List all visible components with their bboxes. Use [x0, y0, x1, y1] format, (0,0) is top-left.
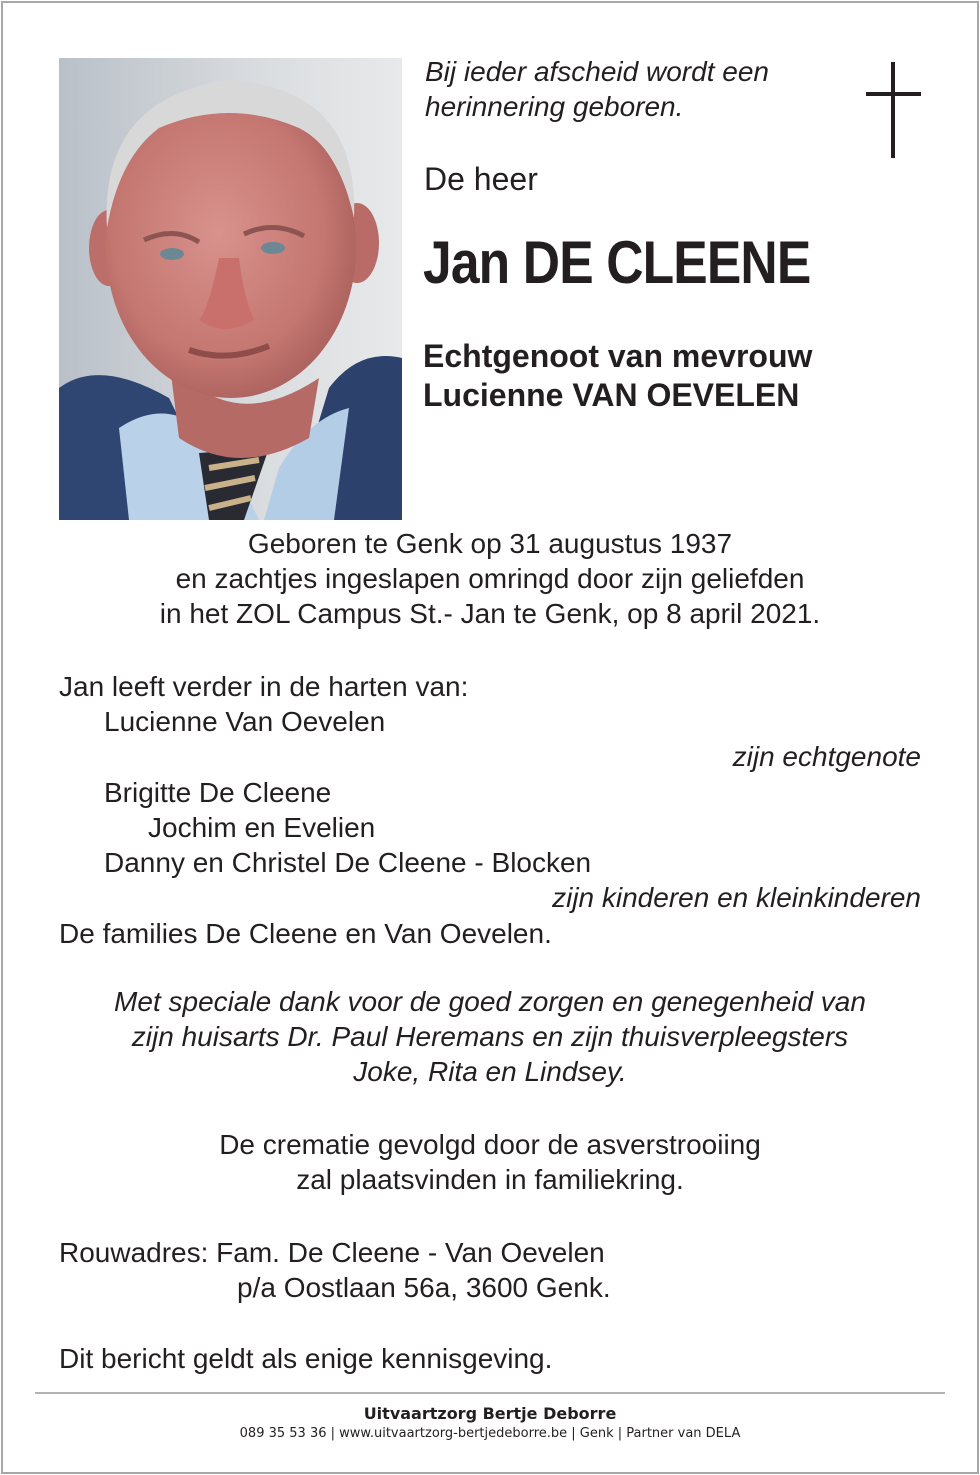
funeral-company: Uitvaartzorg Bertje Deborre — [363, 1404, 617, 1423]
survivor-spouse-name: Lucienne Van Oevelen — [104, 706, 386, 737]
mourning-address-street: p/a Oostlaan 56a, 3600 Genk. — [237, 1272, 611, 1303]
birth-line: in het ZOL Campus St.- Jan te Genk, op 8 april 2021. — [159, 598, 821, 629]
survivor-families: De families De Cleene en Van Oevelen. — [59, 918, 552, 949]
deceased-name: Jan DE CLEENE — [423, 229, 811, 296]
thanks-line: zijn huisarts Dr. Paul Heremans en zijn thuisverpleegsters — [131, 1021, 849, 1052]
thanks-note — [30, 984, 950, 1089]
spouse-line: Echtgenoot van mevrouw — [423, 338, 813, 374]
spouse-of — [423, 337, 812, 415]
notice: Dit bericht geldt als enige kennisgeving. — [59, 1343, 553, 1374]
funeral-company-info: 089 35 53 36 | www.uitvaartzorg-bertjedeborre.be | Genk | Partner van DELA — [239, 1426, 741, 1441]
cremation-line: De crematie gevolgd door de asverstrooiing — [219, 1129, 761, 1160]
birth-line: Geboren te Genk op 31 augustus 1937 — [247, 528, 733, 559]
thanks-line: Met speciale dank voor de goed zorgen en genegenheid van — [114, 986, 866, 1017]
cremation-line: zal plaatsvinden in familiekring. — [296, 1164, 684, 1195]
cremation-note — [30, 1127, 950, 1197]
thanks-line: Joke, Rita en Lindsey. — [353, 1056, 627, 1087]
birth-line: en zachtjes ingeslapen omringd door zijn geliefden — [175, 563, 805, 594]
mourning-address: Rouwadres: Fam. De Cleene - Van Oevelen — [59, 1237, 605, 1268]
cross-icon — [866, 62, 921, 158]
quote-line: herinnering geboren. — [425, 91, 684, 122]
survivors-intro: Jan leeft verder in de harten van: — [59, 671, 469, 702]
quote — [425, 54, 769, 124]
survivor-child: Brigitte De Cleene — [104, 777, 332, 808]
survivor-grandchildren: Jochim en Evelien — [148, 812, 376, 843]
footer-divider — [35, 1392, 945, 1394]
spouse-line: Lucienne VAN OEVELEN — [423, 377, 800, 413]
quote-line: Bij ieder afscheid wordt een — [425, 56, 769, 87]
survivor-spouse-role: zijn echtgenote — [732, 741, 921, 772]
birth-death-info — [30, 526, 950, 631]
portrait-photo — [59, 58, 402, 520]
title-prefix: De heer — [424, 161, 538, 197]
survivor-child: Danny en Christel De Cleene - Blocken — [104, 847, 592, 878]
survivor-children-role: zijn kinderen en kleinkinderen — [552, 882, 921, 913]
